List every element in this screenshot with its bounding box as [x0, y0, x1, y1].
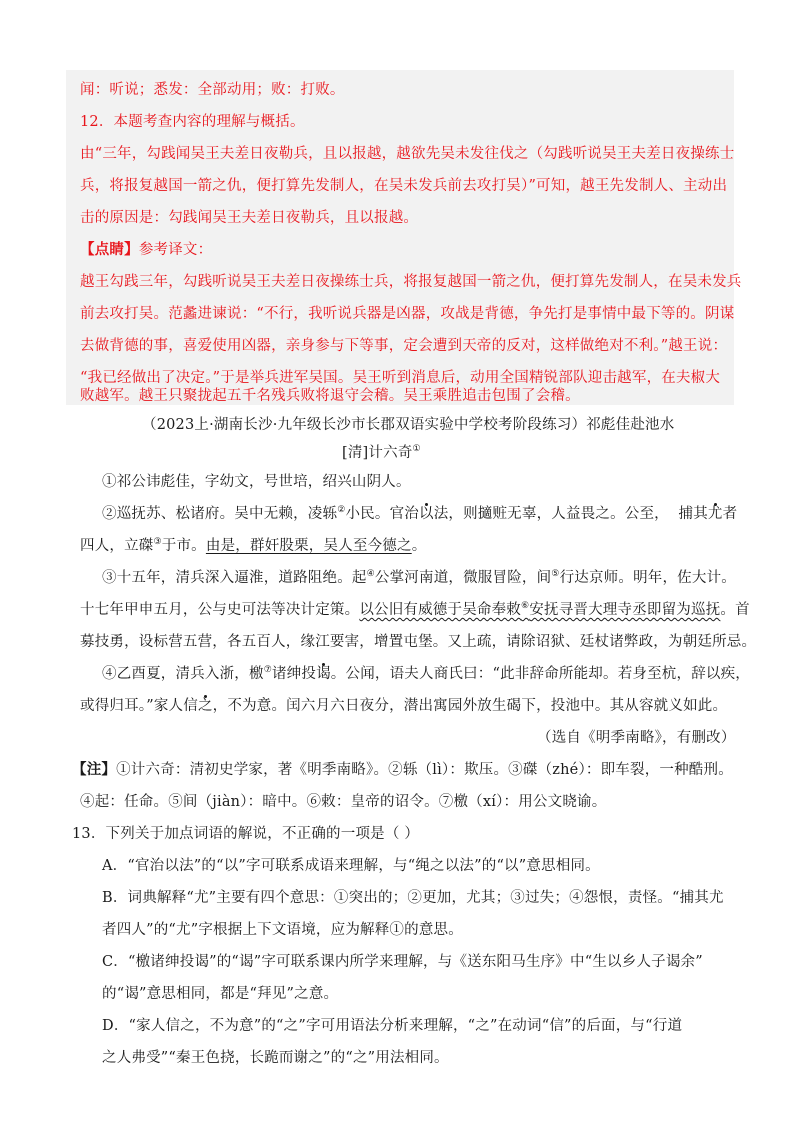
translation-line-3: 去做背德的事，喜爱使用凶器，亲身参与下等事，定会遭到天帝的反对，这样做绝对不利。”越王说：	[80, 338, 728, 354]
text-span: 公掌河南道，微服冒险，间	[374, 570, 552, 586]
text-span: ④乙酉夏，清兵入浙，檄	[102, 666, 264, 682]
dotted-word-yi: 以	[418, 506, 434, 522]
passage-citation: （选自《明季南略》，有删改）	[537, 730, 736, 746]
dotted-word-you: 尤	[707, 506, 723, 522]
translation-line-2: 前去攻打吴。范蠡进谏说：“不行，我听说兵器是凶器，攻战是背德，争先打是事情中最下等的。阴谋	[80, 306, 735, 322]
text-span: ③十五年，清兵深入逼淮，道路阻绝。起	[102, 570, 367, 586]
text-span: 安抚寻晋大理寺丞即留为巡抚	[529, 602, 721, 618]
footnote-marker: ②	[337, 505, 346, 515]
text-span: 诸绅投	[271, 666, 317, 682]
dotted-word-zhi: 之	[197, 698, 213, 714]
text-span: 以公旧有威德于吴命奉敕	[359, 602, 522, 618]
text-span: 小民。官治	[345, 506, 419, 522]
footnote-marker: ③	[153, 537, 162, 547]
answer-line-1: 闻：听说；悉发：全部动用；败：打败。	[80, 82, 345, 98]
footnote-marker: ⑦	[263, 665, 272, 675]
passage-paragraph-2-line-2	[80, 534, 426, 555]
text-span: 者	[722, 506, 738, 522]
option-d-line-1[interactable]: D．“家人信之，不为意”的“之”字可用语法分析来理解，“之”在动词“信”的后面，与“行道	[102, 1018, 683, 1034]
footnote-marker: ①	[412, 444, 421, 454]
text-span: 行达京师。明年，佐大计。	[559, 570, 736, 586]
text-span: 。公闻，语夫人商氏曰：“此非辞命所能却。若身至杭，辞以疾，	[330, 666, 751, 682]
passage-paragraph-1: ①祁公讳彪佳，字幼文，号世培，绍兴山阴人。	[102, 474, 411, 490]
notes-tag: 【注】	[72, 761, 117, 778]
footnote-marker: ④	[366, 569, 375, 579]
notes-line-2: ④起：任命。⑤间（jiàn）：暗中。⑥敕：皇帝的诏令。⑦檄（xí）：用公文晓谕。	[80, 794, 607, 810]
option-b-line-1[interactable]: B．词典解释“尤”主要有四个意思：①突出的；②更加，尤其；③过失；④怨恨，责怪。“捕其尤	[102, 890, 724, 906]
text-span: 。	[411, 538, 427, 554]
passage-paragraph-3-line-3: 募技勇，设标营五营，各五百人，缘江要害，增置屯堡。又上疏，请除诏狱、廷杖诸弊政，为朝廷所忌。	[80, 634, 757, 650]
text-span: 四人，立磔	[80, 538, 154, 554]
footnote-marker: ⑤	[551, 569, 560, 579]
passage-paragraph-2-line-1	[102, 502, 737, 523]
passage-paragraph-4-line-2	[80, 694, 727, 715]
dotted-word-ye: 谒	[316, 666, 331, 682]
text-span: 。首	[720, 602, 750, 618]
wavy-underlined-sentence	[359, 602, 720, 618]
text-span: ①计六奇：清初史学家，著《明季南略》。②轹（lì）：欺压。③磔（zhé）：即车裂，一种酷刑。	[116, 762, 733, 778]
dianjing-tag: 【点睛】	[80, 241, 139, 258]
dianjing-text: 参考译文：	[138, 242, 213, 258]
q12-title: 12．本题考查内容的理解与概括。	[80, 114, 305, 130]
q12-analysis-line-2: 兵，将报复越国一箭之仇，便打算先发制人，在吴未发兵前去攻打吴）”可知，越王先发制人、主动出	[80, 178, 728, 194]
notes-line-1	[72, 758, 733, 779]
passage-paragraph-3-line-2	[80, 598, 750, 619]
footnote-marker: ⑥	[521, 601, 530, 611]
underlined-sentence: 由是，群奸股栗，吴人至今德之	[205, 538, 412, 554]
passage-source: （2023上·湖南长沙·九年级长沙市长郡双语实验中学校考阶段练习）祁彪佳赴池水	[142, 417, 675, 433]
passage-paragraph-4-line-1	[102, 662, 750, 683]
text-span: ②巡抚苏、松诸府。吴中无赖，凌轹	[102, 506, 338, 522]
option-c-line-1[interactable]: C．“檄诸绅投谒”的“谒”字可联系课内所学来理解，与《送东阳马生序》中“生以乡人子谒余”	[102, 954, 703, 970]
passage-paragraph-3-line-1	[102, 566, 736, 587]
text-span: 十七年甲申五月，公与史可法等决计定策。	[80, 602, 360, 618]
q12-analysis-line-1: 由“三年，勾践闻吴王夫差日夜勒兵，且以报越，越欲先吴未发往伐之（勾践听说吴王夫差日夜操练士	[80, 146, 735, 162]
option-c-line-2[interactable]: 的“谒”意思相同，都是“拜见”之意。	[102, 986, 339, 1002]
dianjing-line	[80, 238, 212, 259]
text-span: 捕其	[678, 506, 708, 522]
q12-analysis-line-3: 击的原因是：勾践闻吴王夫差日夜勒兵，且以报越。	[80, 210, 419, 226]
option-b-line-2[interactable]: 者四人”的“尤”字根据上下文语境，应为解释①的意思。	[102, 922, 463, 938]
question-13-stem: 13．下列关于加点词语的解说，不正确的一项是（ ）	[72, 826, 420, 842]
text-span: 法，则擿赃无辜，人益畏之。公至，	[433, 506, 669, 522]
translation-line-1: 越王勾践三年，勾践听说吴王夫差日夜操练士兵，将报复越国一箭之仇，便打算先发制人，在吴未发兵	[80, 274, 742, 290]
option-a[interactable]: A．“官治以法”的“以”字可联系成语来理解，与“绳之以法”的“以”意思相同。	[102, 858, 600, 874]
text-span: ，不为意。闰六月六日夜分，潜出寓园外放生碣下，投池中。其从容就义如此。	[212, 698, 728, 714]
author-name: [清]计六奇	[342, 445, 413, 461]
translation-line-4: “我已经做出了决定。”于是举兵进军吴国。吴王听到消息后，动用全国精锐部队迎击越军，在夫椒大	[80, 370, 721, 386]
passage-author	[342, 441, 421, 462]
text-span: 或得归耳。”家人信	[80, 698, 198, 714]
text-span: 于市。	[161, 538, 206, 554]
translation-line-5: 败越军。越王只聚拢起五千名残兵败将退守会稽。吴王乘胜追击包围了会稽。	[80, 388, 580, 404]
option-d-line-2[interactable]: 之人弗受”“秦王色挠，长跪而谢之”的“之”用法相同。	[102, 1050, 449, 1066]
